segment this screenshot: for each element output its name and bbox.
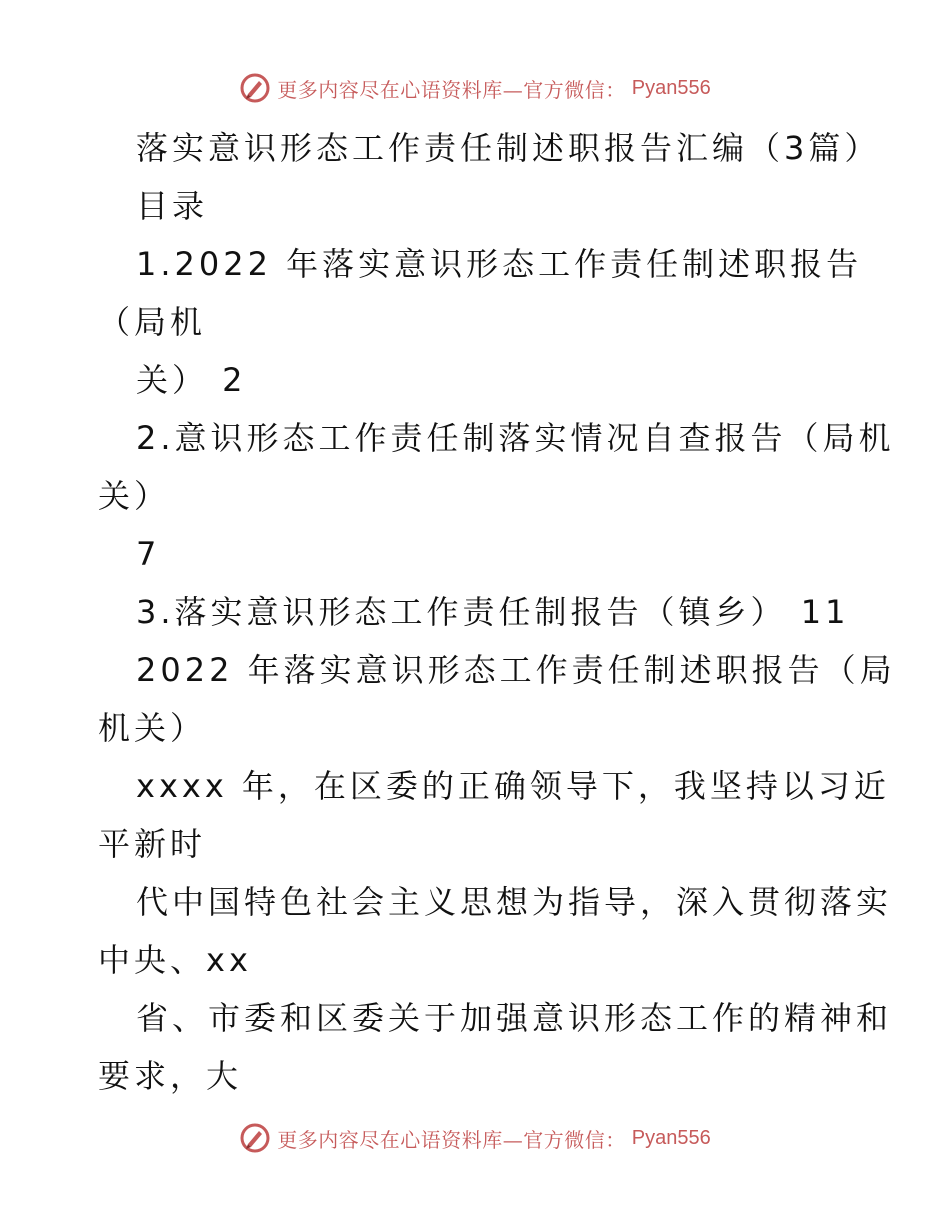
watermark-id: Pyan556 bbox=[631, 1126, 711, 1149]
paragraph-line: 代中国特色社会主义思想为指导，深入贯彻落实 bbox=[136, 883, 893, 921]
watermark-header bbox=[0, 72, 950, 104]
paragraph-line: 中央、xx bbox=[98, 941, 252, 979]
paragraph-line: 平新时 bbox=[98, 825, 207, 863]
toc-entry-3: 3.落实意识形态工作责任制报告（镇乡） 11 bbox=[136, 593, 850, 631]
watermark-text: 更多内容尽在心语资料库—官方微信： bbox=[277, 77, 626, 102]
watermark-text: 更多内容尽在心语资料库—官方微信： bbox=[277, 1127, 626, 1152]
toc-entry-2: 2.意识形态工作责任制落实情况自查报告（局机 bbox=[136, 419, 895, 457]
toc-entry-1: 1.2022 年落实意识形态工作责任制述职报告 bbox=[136, 245, 863, 283]
pen-logo-icon bbox=[239, 1122, 271, 1154]
paragraph-line: 省、市委和区委关于加强意识形态工作的精神和 bbox=[136, 999, 893, 1037]
toc-entry-2-page: 7 bbox=[136, 535, 161, 573]
watermark-footer bbox=[0, 1122, 950, 1154]
paragraph-line: xxxx 年，在区委的正确领导下，我坚持以习近 bbox=[136, 767, 890, 805]
toc-entry-2-cont: 关） bbox=[98, 477, 171, 515]
section-heading: 2022 年落实意识形态工作责任制述职报告（局 bbox=[136, 651, 896, 689]
toc-entry-1-cont: （局机 bbox=[98, 303, 207, 341]
pen-logo-icon bbox=[239, 72, 271, 104]
watermark-id: Pyan556 bbox=[631, 76, 711, 99]
toc-entry-1-page: 关） 2 bbox=[136, 361, 247, 399]
toc-heading: 目录 bbox=[136, 187, 209, 225]
paragraph-line: 要求，大 bbox=[98, 1057, 243, 1095]
document-title: 落实意识形态工作责任制述职报告汇编（3篇） bbox=[136, 129, 881, 167]
section-heading-cont: 机关） bbox=[98, 709, 207, 747]
